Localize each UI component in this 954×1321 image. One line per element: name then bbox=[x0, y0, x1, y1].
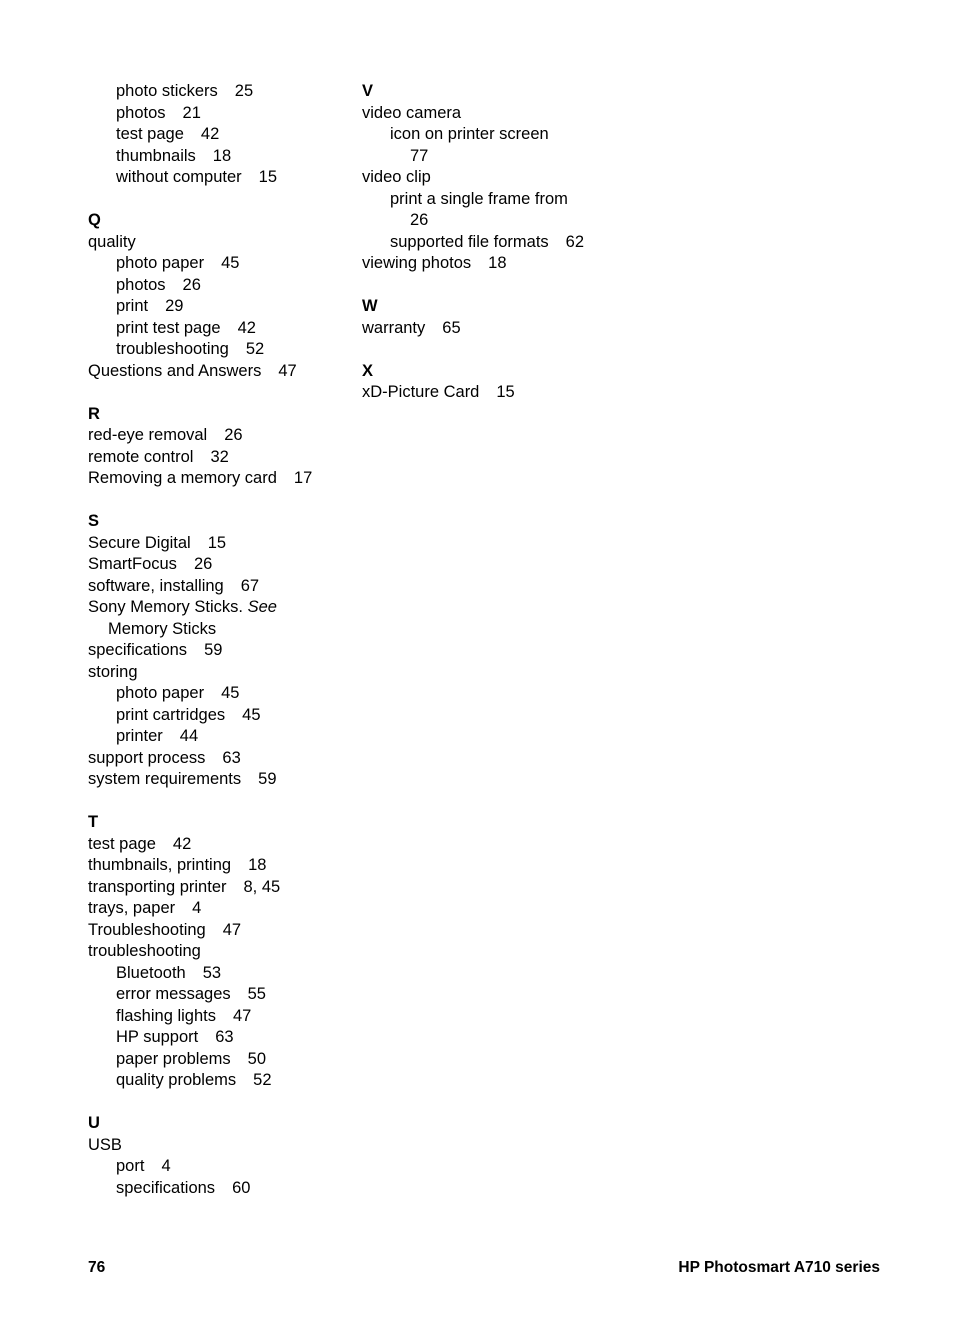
index-term: W bbox=[362, 297, 378, 315]
index-page-ref: 18 bbox=[248, 856, 267, 874]
index-entry bbox=[88, 1049, 348, 1071]
index-page-ref: 47 bbox=[222, 920, 242, 939]
index-term: viewing photos bbox=[362, 254, 472, 272]
index-term: troubleshooting bbox=[116, 340, 229, 358]
index-entry bbox=[88, 318, 348, 340]
index-entry bbox=[88, 920, 348, 942]
index-term: Sony Memory Sticks. bbox=[88, 598, 243, 616]
index-term: photos bbox=[116, 275, 166, 294]
index-entry bbox=[88, 597, 348, 619]
index-page-ref: 63 bbox=[215, 1028, 234, 1046]
index-page-ref: 8, 45 bbox=[243, 877, 281, 896]
index-entry bbox=[88, 748, 348, 770]
index-term: T bbox=[88, 813, 99, 831]
index-page-ref: 17 bbox=[293, 469, 313, 487]
index-column-right bbox=[362, 81, 662, 404]
index-entry bbox=[88, 1027, 348, 1049]
index-page-ref: 53 bbox=[202, 963, 222, 982]
index-page-ref: 25 bbox=[234, 82, 254, 100]
index-gap bbox=[88, 189, 348, 211]
index-entry bbox=[88, 253, 348, 275]
index-term: X bbox=[362, 361, 374, 380]
index-entry bbox=[88, 726, 348, 748]
index-page-ref: 45 bbox=[221, 684, 240, 702]
index-entry bbox=[88, 339, 348, 361]
index-letter-heading bbox=[88, 404, 348, 426]
index-entry bbox=[88, 1178, 348, 1200]
index-term: print a single frame from bbox=[390, 189, 568, 208]
index-entry bbox=[88, 662, 348, 684]
index-term: Troubleshooting bbox=[88, 920, 206, 939]
index-entry bbox=[88, 877, 348, 899]
index-term: U bbox=[88, 1114, 100, 1132]
index-term: test page bbox=[116, 125, 184, 143]
index-entry bbox=[88, 1070, 348, 1092]
index-entry bbox=[88, 167, 348, 189]
index-term: HP support bbox=[116, 1028, 199, 1046]
index-entry bbox=[362, 167, 662, 189]
index-term: print bbox=[116, 297, 149, 315]
index-letter-heading bbox=[88, 511, 348, 533]
index-term: trays, paper bbox=[88, 899, 176, 917]
index-entry bbox=[362, 103, 662, 125]
index-entry bbox=[362, 232, 662, 254]
footer-page-number: 76 bbox=[88, 1259, 106, 1276]
index-letter-heading bbox=[362, 361, 662, 383]
index-entry bbox=[362, 253, 662, 275]
index-term: Removing a memory card bbox=[88, 469, 277, 487]
index-term: transporting printer bbox=[88, 877, 227, 896]
index-term: photo paper bbox=[116, 684, 205, 702]
index-page-ref: 18 bbox=[212, 146, 232, 165]
index-entry bbox=[88, 769, 348, 791]
index-letter-heading bbox=[362, 296, 662, 318]
index-entry bbox=[88, 834, 348, 856]
index-page-ref: 59 bbox=[258, 770, 277, 788]
index-term: software, installing bbox=[88, 576, 224, 595]
index-term: test page bbox=[88, 834, 156, 853]
index-term: print cartridges bbox=[116, 705, 226, 724]
index-page-ref: 50 bbox=[247, 1049, 267, 1068]
index-entry bbox=[88, 963, 348, 985]
index-page-ref: 62 bbox=[565, 232, 585, 251]
index-page-ref: 26 bbox=[193, 555, 213, 573]
index-page-ref: 52 bbox=[253, 1071, 272, 1089]
index-page-ref: 47 bbox=[232, 1006, 252, 1025]
index-term: without computer bbox=[116, 168, 242, 186]
index-page-ref: 42 bbox=[172, 834, 192, 853]
index-column-left bbox=[88, 81, 348, 1199]
index-entry bbox=[88, 533, 348, 555]
index-term: error messages bbox=[116, 985, 231, 1003]
index-entry bbox=[88, 232, 348, 254]
index-gap bbox=[88, 382, 348, 404]
index-term: photo paper bbox=[116, 254, 205, 272]
index-term: Bluetooth bbox=[116, 963, 186, 982]
index-page-ref: 45 bbox=[242, 705, 261, 724]
index-page-ref: 42 bbox=[200, 125, 220, 143]
index-page-ref: 59 bbox=[204, 641, 223, 659]
index-gap bbox=[362, 275, 662, 297]
index-term: Memory Sticks bbox=[108, 619, 217, 638]
index-entry bbox=[88, 619, 348, 641]
index-entry bbox=[88, 554, 348, 576]
index-term: S bbox=[88, 512, 100, 530]
index-page-ref: 55 bbox=[247, 985, 266, 1003]
index-entry bbox=[88, 81, 348, 103]
index-term: paper problems bbox=[116, 1049, 231, 1068]
index-page-ref: 21 bbox=[182, 103, 201, 122]
index-entry bbox=[88, 468, 348, 490]
index-gap bbox=[362, 339, 662, 361]
index-letter-heading bbox=[362, 81, 662, 103]
index-term: icon on printer screen bbox=[390, 125, 549, 143]
index-page-ref: 15 bbox=[207, 533, 227, 552]
index-term: video camera bbox=[362, 103, 462, 122]
index-page-ref: 4 bbox=[192, 899, 202, 917]
index-term: storing bbox=[88, 662, 138, 681]
index-term: Questions and Answers bbox=[88, 361, 262, 380]
index-term: remote control bbox=[88, 447, 194, 466]
index-page-ref: 15 bbox=[496, 383, 515, 401]
index-page-ref: 42 bbox=[237, 318, 256, 337]
index-letter-heading bbox=[88, 812, 348, 834]
index-entry bbox=[88, 1135, 348, 1157]
index-term: USB bbox=[88, 1135, 122, 1154]
index-term: photos bbox=[116, 103, 166, 122]
index-term: printer bbox=[116, 727, 163, 745]
index-term: flashing lights bbox=[116, 1006, 216, 1025]
index-see-reference: See bbox=[247, 598, 277, 616]
index-entry bbox=[88, 425, 348, 447]
index-entry bbox=[88, 984, 348, 1006]
index-entry bbox=[88, 683, 348, 705]
index-page-ref: 18 bbox=[488, 254, 507, 272]
index-entry bbox=[88, 576, 348, 598]
index-entry bbox=[362, 318, 662, 340]
index-entry bbox=[362, 189, 662, 211]
index-term: video clip bbox=[362, 168, 431, 186]
index-term: quality bbox=[88, 232, 136, 251]
index-term: print test page bbox=[116, 318, 221, 337]
index-entry bbox=[362, 124, 662, 146]
index-term: port bbox=[116, 1157, 145, 1175]
index-page-ref: 65 bbox=[442, 318, 461, 337]
index-letter-heading bbox=[88, 1113, 348, 1135]
index-term: support process bbox=[88, 748, 206, 767]
index-term: photo stickers bbox=[116, 82, 218, 100]
footer-product-title: HP Photosmart A710 series bbox=[678, 1259, 880, 1276]
index-term: 77 bbox=[410, 146, 429, 165]
index-term: red-eye removal bbox=[88, 426, 208, 444]
index-page-ref: 45 bbox=[221, 254, 240, 272]
index-term: R bbox=[88, 404, 100, 423]
index-entry bbox=[362, 382, 662, 404]
index-entry bbox=[88, 1156, 348, 1178]
index-term: supported file formats bbox=[390, 232, 549, 251]
index-page-ref: 47 bbox=[278, 361, 297, 380]
index-term: thumbnails bbox=[116, 146, 196, 165]
index-gap bbox=[88, 791, 348, 813]
index-entry bbox=[88, 103, 348, 125]
index-entry bbox=[88, 1006, 348, 1028]
index-page-ref: 26 bbox=[182, 275, 201, 294]
index-page-ref: 32 bbox=[210, 447, 229, 466]
index-term: xD-Picture Card bbox=[362, 383, 480, 401]
index-term: troubleshooting bbox=[88, 942, 201, 960]
index-entry bbox=[88, 941, 348, 963]
index-page-ref: 44 bbox=[179, 727, 199, 745]
index-gap bbox=[88, 1092, 348, 1114]
index-entry bbox=[362, 146, 662, 168]
index-page-ref: 29 bbox=[165, 297, 184, 315]
index-term: quality problems bbox=[116, 1071, 237, 1089]
index-term: 26 bbox=[410, 211, 429, 229]
index-entry bbox=[88, 146, 348, 168]
index-entry bbox=[88, 124, 348, 146]
index-page-ref: 60 bbox=[232, 1178, 251, 1197]
index-term: thumbnails, printing bbox=[88, 856, 232, 874]
index-page-ref: 52 bbox=[245, 340, 265, 358]
index-term: specifications bbox=[116, 1178, 216, 1197]
index-entry bbox=[88, 898, 348, 920]
index-term: specifications bbox=[88, 641, 188, 659]
index-term: warranty bbox=[362, 318, 426, 337]
index-entry bbox=[88, 855, 348, 877]
index-entry bbox=[88, 296, 348, 318]
index-term: SmartFocus bbox=[88, 555, 177, 573]
index-entry bbox=[88, 447, 348, 469]
index-entry bbox=[88, 705, 348, 727]
index-term: V bbox=[362, 82, 374, 100]
index-page-ref: 26 bbox=[224, 426, 243, 444]
index-term: Q bbox=[88, 211, 101, 229]
index-page-ref: 67 bbox=[240, 576, 260, 595]
index-entry bbox=[362, 210, 662, 232]
index-page-ref: 15 bbox=[258, 168, 278, 186]
index-entry bbox=[88, 640, 348, 662]
index-entry bbox=[88, 275, 348, 297]
index-page-ref: 4 bbox=[161, 1157, 171, 1175]
index-term: system requirements bbox=[88, 770, 242, 788]
index-letter-heading bbox=[88, 210, 348, 232]
index-page-ref: 63 bbox=[222, 748, 241, 767]
index-entry bbox=[88, 361, 348, 383]
index-term: Secure Digital bbox=[88, 533, 191, 552]
index-gap bbox=[88, 490, 348, 512]
